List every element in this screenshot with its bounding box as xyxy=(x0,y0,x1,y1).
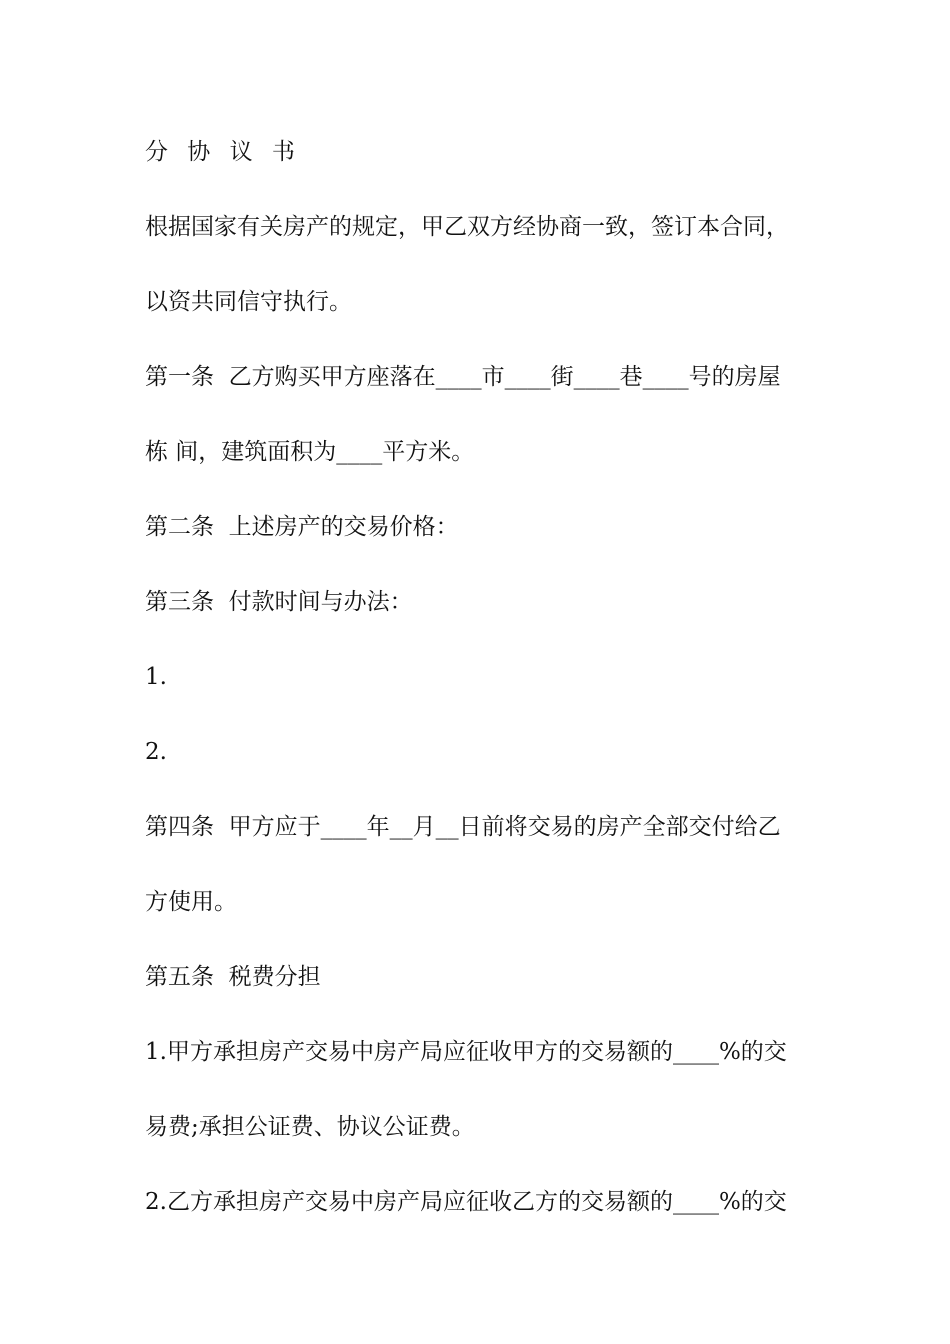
paragraph-line: 2. xyxy=(145,739,167,765)
paragraph-line: 第五条 税费分担 xyxy=(145,964,321,990)
document-title: 分 协 议 书 xyxy=(145,139,301,165)
paragraph-line: 以资共同信守执行。 xyxy=(145,289,352,315)
paragraph-line: 1. xyxy=(145,664,167,690)
paragraph-line: 2.乙方承担房产交易中房产局应征收乙方的交易额的____%的交 xyxy=(145,1189,787,1215)
paragraph-line: 第二条 上述房产的交易价格： xyxy=(145,514,459,540)
paragraph-line: 易费;承担公证费、协议公证费。 xyxy=(145,1114,475,1140)
paragraph-line: 第一条 乙方购买甲方座落在____市____街____巷____号的房屋 xyxy=(145,364,781,390)
paragraph-line: 1.甲方承担房产交易中房产局应征收甲方的交易额的____%的交 xyxy=(145,1039,787,1065)
paragraph-line: 方使用。 xyxy=(145,889,237,915)
paragraph-line: 第四条 甲方应于____年__月__日前将交易的房产全部交付给乙 xyxy=(145,814,781,840)
paragraph-line: 根据国家有关房产的规定，甲乙双方经协商一致，签订本合同， xyxy=(145,214,789,240)
paragraph-line: 第三条 付款时间与办法： xyxy=(145,589,413,615)
paragraph-line: 栋 间，建筑面积为____平方米。 xyxy=(145,439,475,465)
